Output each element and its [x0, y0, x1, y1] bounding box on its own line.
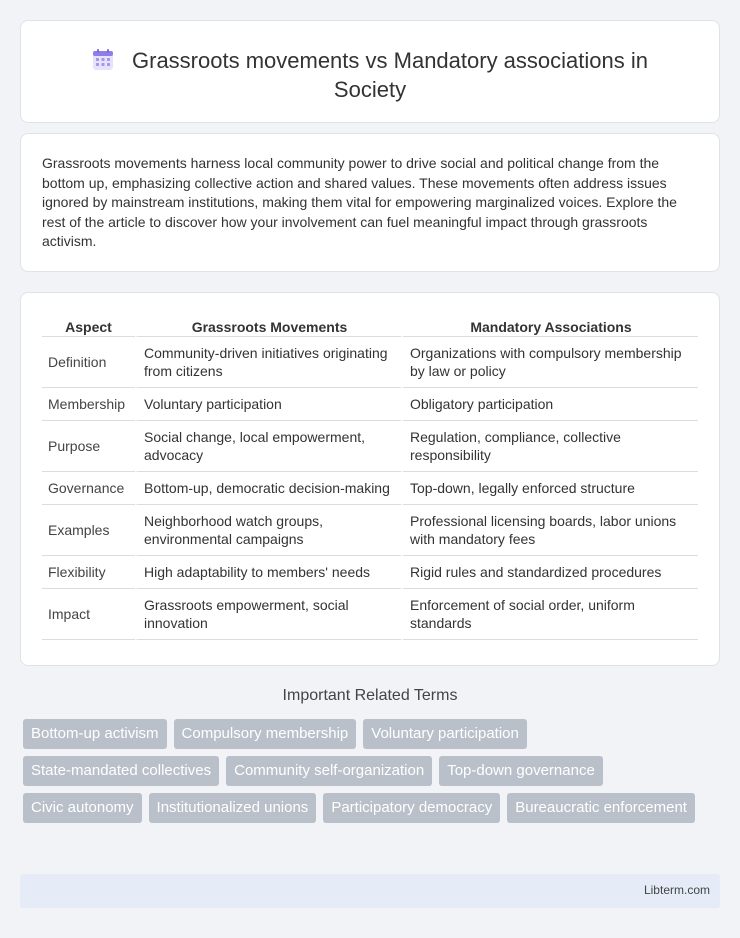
related-term-tag[interactable]: State-mandated collectives — [23, 756, 219, 786]
table-row — [42, 472, 698, 505]
related-term-tag[interactable]: Bureaucratic enforcement — [507, 793, 695, 823]
page-title-text: Grassroots movements vs Mandatory associations in Society — [132, 48, 648, 102]
intro-paragraph: Grassroots movements harness local community power to drive social and political change from the bottom up, emphasizing collective action and shared values. These movements often address issues ignored by mainstream institutions, making them vital for empowering marginalized voices. Explore the rest of the article to discover how your involvement can fuel meaningful impact through grassroots activism. — [42, 155, 677, 249]
row-mandatory: Organizations with compulsory membership by law or policy — [401, 337, 698, 388]
row-grassroots: Bottom-up, democratic decision-making — [135, 472, 401, 505]
row-mandatory: Enforcement of social order, uniform standards — [401, 589, 698, 640]
related-term-tag[interactable]: Top-down governance — [439, 756, 603, 786]
title-card — [20, 20, 720, 123]
related-term-tag[interactable]: Bottom-up activism — [23, 719, 167, 749]
related-term-tag[interactable]: Participatory democracy — [323, 793, 500, 823]
footer — [20, 874, 720, 908]
row-aspect: Membership — [42, 388, 135, 421]
related-terms-title: Important Related Terms — [282, 687, 458, 704]
row-mandatory: Professional licensing boards, labor unions with mandatory fees — [401, 505, 698, 556]
row-grassroots: Neighborhood watch groups, environmental campaigns — [135, 505, 401, 556]
comparison-table-card — [20, 292, 720, 666]
table-row — [42, 388, 698, 421]
table-row — [42, 589, 698, 640]
comparison-table — [42, 315, 698, 640]
row-mandatory: Obligatory participation — [401, 388, 698, 421]
table-row — [42, 505, 698, 556]
header-mandatory: Mandatory Associations — [401, 315, 698, 337]
row-grassroots: Social change, local empowerment, advocacy — [135, 421, 401, 472]
row-grassroots: High adaptability to members' needs — [135, 556, 401, 589]
related-term-tag[interactable]: Voluntary participation — [363, 719, 527, 749]
row-grassroots: Grassroots empowerment, social innovation — [135, 589, 401, 640]
related-term-tag[interactable]: Institutionalized unions — [149, 793, 317, 823]
header-aspect: Aspect — [42, 315, 135, 337]
page-title — [21, 46, 719, 104]
intro-card — [20, 133, 720, 272]
footer-site-link[interactable]: Libterm.com — [643, 883, 710, 897]
related-term-tag[interactable]: Civic autonomy — [23, 793, 142, 823]
related-terms-list — [23, 719, 723, 830]
row-aspect: Flexibility — [42, 556, 135, 589]
row-aspect: Impact — [42, 589, 135, 640]
table-row — [42, 421, 698, 472]
row-mandatory: Rigid rules and standardized procedures — [401, 556, 698, 589]
row-mandatory: Regulation, compliance, collective responsibility — [401, 421, 698, 472]
table-row — [42, 337, 698, 388]
table-row — [42, 556, 698, 589]
related-term-tag[interactable]: Community self-organization — [226, 756, 432, 786]
row-grassroots: Community-driven initiatives originating from citizens — [135, 337, 401, 388]
calendar-grid-icon — [92, 49, 114, 71]
table-header-row — [42, 315, 698, 337]
row-grassroots: Voluntary participation — [135, 388, 401, 421]
row-aspect: Purpose — [42, 421, 135, 472]
row-mandatory: Top-down, legally enforced structure — [401, 472, 698, 505]
row-aspect: Examples — [42, 505, 135, 556]
header-grassroots: Grassroots Movements — [135, 315, 401, 337]
related-term-tag[interactable]: Compulsory membership — [174, 719, 357, 749]
row-aspect: Definition — [42, 337, 135, 388]
row-aspect: Governance — [42, 472, 135, 505]
